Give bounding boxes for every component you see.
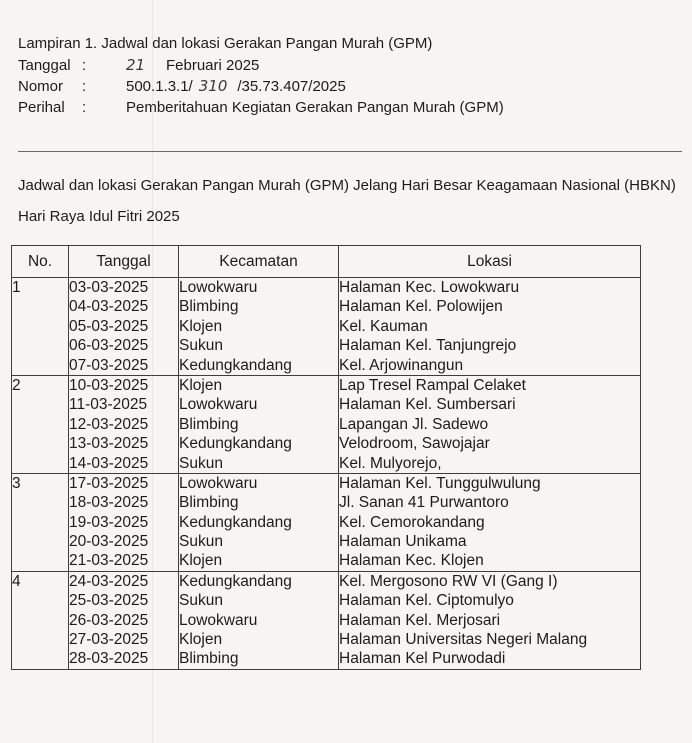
perihal-label: Perihal xyxy=(18,99,65,116)
tanggal-value: Februari 2025 xyxy=(166,57,260,74)
header-kecamatan: Kecamatan xyxy=(179,246,339,278)
kecamatan-value: Blimbing xyxy=(179,298,239,316)
lokasi-value: Halaman Universitas Negeri Malang xyxy=(339,631,588,649)
header-divider xyxy=(18,151,682,152)
perihal-value: Pemberitahuan Kegiatan Gerakan Pangan Murah (GPM) xyxy=(126,99,504,116)
cell-no xyxy=(12,473,69,571)
date-value: 07-03-2025 xyxy=(69,356,149,374)
kecamatan-value: Blimbing xyxy=(179,415,239,433)
date-value: 14-03-2025 xyxy=(69,454,149,472)
cell-kecamatan xyxy=(179,473,339,571)
table-row xyxy=(12,571,641,669)
cell-tanggal xyxy=(69,278,179,376)
kecamatan-value: Blimbing xyxy=(179,494,239,512)
lokasi-value: Kel. Arjowinangun xyxy=(339,356,464,374)
group-number: 1 xyxy=(12,279,21,296)
lokasi-value: Halaman Kel. Sumbersari xyxy=(339,396,516,414)
kecamatan-value: Klojen xyxy=(179,631,223,649)
date-value: 03-03-2025 xyxy=(69,279,149,296)
date-value: 20-03-2025 xyxy=(69,533,149,551)
intro-paragraph: Jadwal dan lokasi Gerakan Pangan Murah (GPM) Jelang Hari Besar Keagamaan Nasional (HBKN) Hari Raya Idul Fitri 2025 xyxy=(18,177,676,225)
tanggal-day-handwritten: 21 xyxy=(126,56,146,74)
date-value: 18-03-2025 xyxy=(69,494,149,512)
cell-kecamatan xyxy=(179,571,339,669)
date-value: 13-03-2025 xyxy=(69,435,149,453)
nomor-row xyxy=(18,76,504,97)
nomor-suffix: /35.73.407/2025 xyxy=(237,78,346,95)
kecamatan-value: Sukun xyxy=(179,337,223,355)
kecamatan-value: Sukun xyxy=(179,592,223,610)
perihal-colon: : xyxy=(82,99,87,116)
lokasi-value: Kel. Cemorokandang xyxy=(339,513,485,531)
cell-no xyxy=(12,375,69,473)
kecamatan-value: Lowokwaru xyxy=(179,474,258,492)
attachment-title: Lampiran 1. Jadwal dan lokasi Gerakan Pangan Murah (GPM) xyxy=(18,35,433,52)
group-number: 2 xyxy=(12,376,21,394)
kecamatan-value: Lowokwaru xyxy=(179,396,258,414)
schedule-table xyxy=(11,245,641,670)
kecamatan-value: Sukun xyxy=(179,533,223,551)
nomor-handwritten: 310 xyxy=(198,77,228,95)
table-header-row xyxy=(12,246,641,278)
group-number: 4 xyxy=(12,572,21,590)
date-value: 25-03-2025 xyxy=(69,592,149,610)
perihal-row xyxy=(18,97,504,118)
kecamatan-value: Klojen xyxy=(179,317,223,335)
tanggal-label: Tanggal xyxy=(18,57,71,74)
lokasi-value: Halaman Kel. Polowijen xyxy=(339,298,503,316)
lokasi-value: Halaman Kel. Tanjungrejo xyxy=(339,337,517,355)
kecamatan-value: Sukun xyxy=(179,454,223,472)
date-value: 06-03-2025 xyxy=(69,337,149,355)
date-value: 24-03-2025 xyxy=(69,572,149,590)
lokasi-value: Jl. Sanan 41 Purwantoro xyxy=(339,494,509,512)
lokasi-value: Halaman Kel Purwodadi xyxy=(339,650,506,668)
group-number: 3 xyxy=(12,474,21,492)
lokasi-value: Halaman Kec. Klojen xyxy=(339,552,484,570)
date-value: 10-03-2025 xyxy=(69,376,149,394)
cell-no xyxy=(12,571,69,669)
letter-header xyxy=(18,33,504,118)
table-row xyxy=(12,473,641,571)
lokasi-value: Halaman Kel. Tunggulwulung xyxy=(339,474,541,492)
date-value: 21-03-2025 xyxy=(69,552,149,570)
date-value: 17-03-2025 xyxy=(69,474,149,492)
kecamatan-value: Lowokwaru xyxy=(179,279,258,296)
nomor-colon: : xyxy=(82,78,87,95)
cell-lokasi xyxy=(339,375,641,473)
kecamatan-value: Blimbing xyxy=(179,650,239,668)
cell-kecamatan xyxy=(179,375,339,473)
header-tanggal: Tanggal xyxy=(69,246,179,278)
kecamatan-value: Kedungkandang xyxy=(179,572,292,590)
date-value: 11-03-2025 xyxy=(69,396,148,414)
date-value: 05-03-2025 xyxy=(69,317,149,335)
lokasi-value: Lap Tresel Rampal Celaket xyxy=(339,376,526,394)
lokasi-value: Kel. Kauman xyxy=(339,317,428,335)
lokasi-value: Halaman Kec. Lowokwaru xyxy=(339,279,520,296)
lokasi-value: Halaman Unikama xyxy=(339,533,467,551)
kecamatan-value: Kedungkandang xyxy=(179,435,292,453)
lokasi-value: Lapangan Jl. Sadewo xyxy=(339,415,489,433)
kecamatan-value: Klojen xyxy=(179,552,223,570)
date-value: 27-03-2025 xyxy=(69,631,149,649)
date-value: 19-03-2025 xyxy=(69,513,149,531)
kecamatan-value: Kedungkandang xyxy=(179,513,292,531)
table-row xyxy=(12,375,641,473)
kecamatan-value: Kedungkandang xyxy=(179,356,292,374)
nomor-prefix: 500.1.3.1/ xyxy=(126,78,193,95)
lokasi-value: Halaman Kel. Ciptomulyo xyxy=(339,592,514,610)
cell-lokasi xyxy=(339,571,641,669)
cell-lokasi xyxy=(339,278,641,376)
date-value: 28-03-2025 xyxy=(69,650,149,668)
lokasi-value: Velodroom, Sawojajar xyxy=(339,435,490,453)
date-value: 04-03-2025 xyxy=(69,298,149,316)
table-row xyxy=(12,278,641,376)
cell-no xyxy=(12,278,69,376)
cell-tanggal xyxy=(69,473,179,571)
lokasi-value: Kel. Mergosono RW VI (Gang I) xyxy=(339,572,558,590)
nomor-label: Nomor xyxy=(18,78,64,95)
date-value: 26-03-2025 xyxy=(69,611,149,629)
tanggal-colon: : xyxy=(82,57,87,74)
kecamatan-value: Lowokwaru xyxy=(179,611,258,629)
kecamatan-value: Klojen xyxy=(179,376,223,394)
cell-tanggal xyxy=(69,571,179,669)
lokasi-value: Halaman Kel. Merjosari xyxy=(339,611,501,629)
date-value: 12-03-2025 xyxy=(69,415,149,433)
cell-kecamatan xyxy=(179,278,339,376)
tanggal-row xyxy=(18,55,504,76)
cell-lokasi xyxy=(339,473,641,571)
cell-tanggal xyxy=(69,375,179,473)
header-lokasi: Lokasi xyxy=(339,246,641,278)
lokasi-value: Kel. Mulyorejo, xyxy=(339,454,442,472)
header-no: No. xyxy=(12,246,69,278)
